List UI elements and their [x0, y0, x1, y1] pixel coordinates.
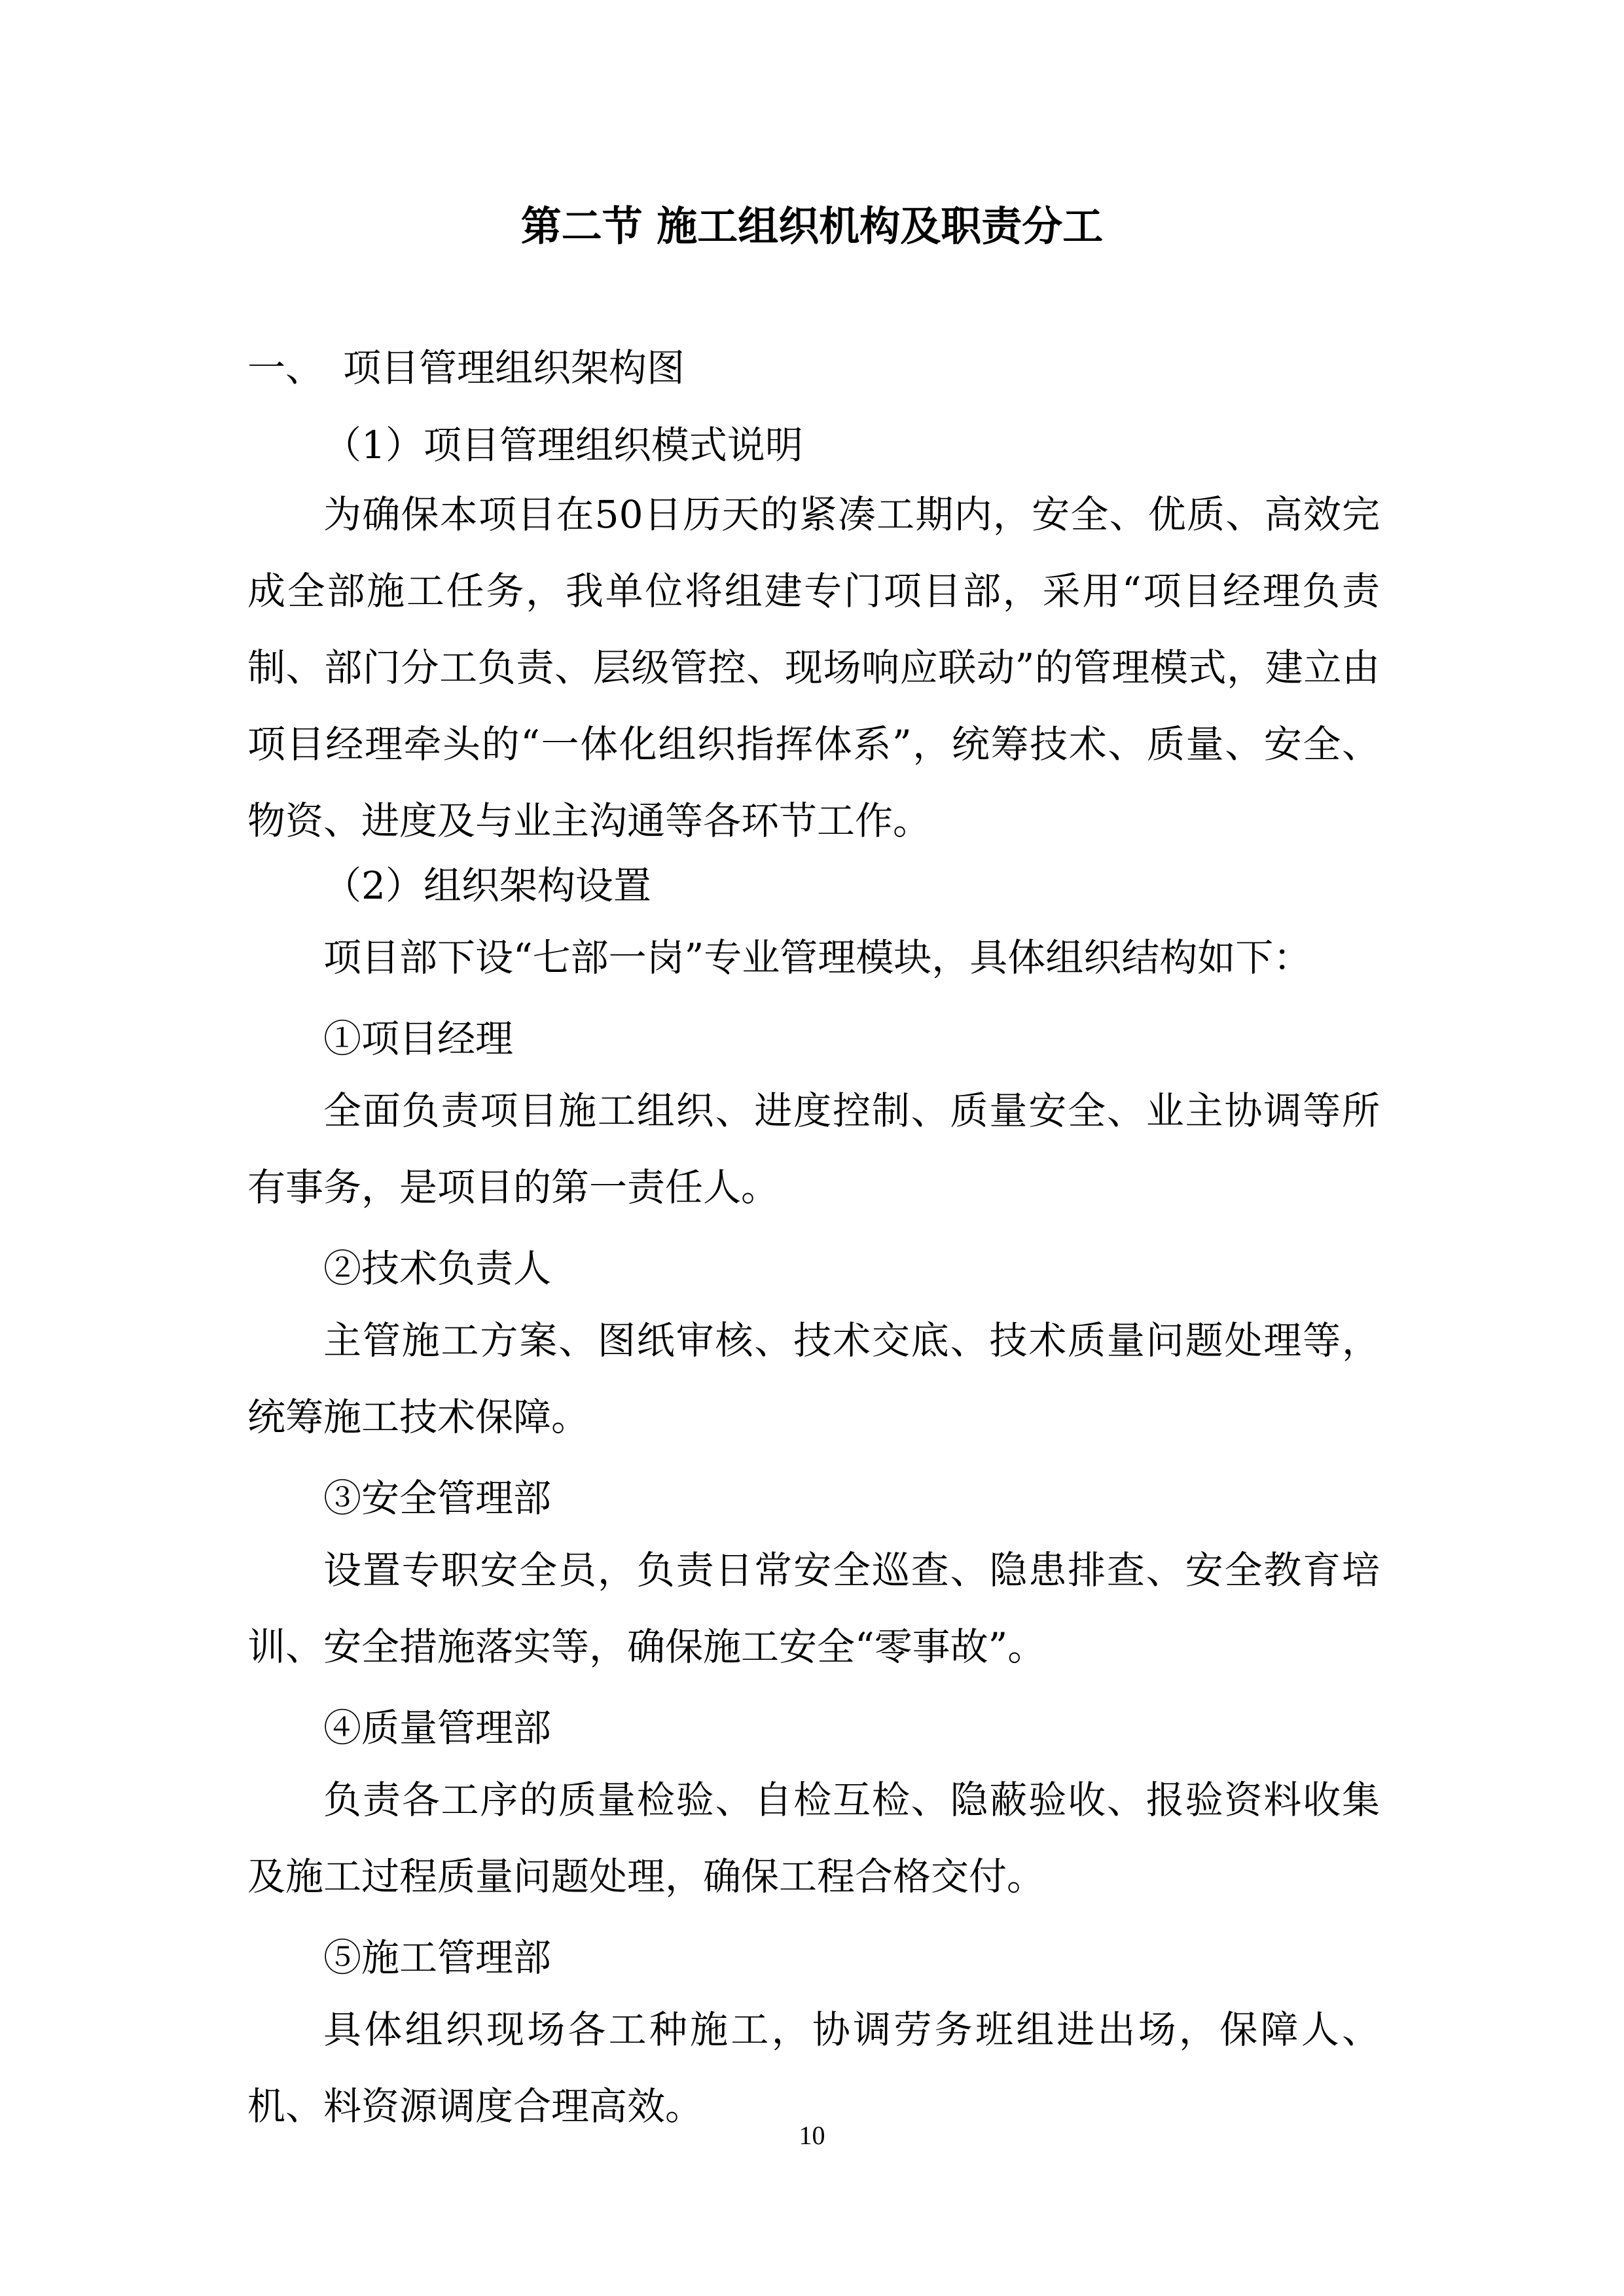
- role-desc-safety-dept: 设置专职安全员，负责日常安全巡查、隐患排查、安全教育培训、安全措施落实等，确保施工安全“零事故”。: [247, 1548, 1380, 1669]
- section-number: 一、: [247, 346, 324, 390]
- role-label-project-manager: ①项目经理: [323, 1016, 514, 1061]
- paragraph-org-structure: 项目部下设“七部一岗”专业管理模块，具体组织结构如下：: [323, 935, 1312, 980]
- page-title: 第二节 施工组织机构及职责分工: [520, 202, 1104, 250]
- role-label-construction-dept: ⑤施工管理部: [323, 1935, 552, 1980]
- role-desc-construction-dept: 具体组织现场各工种施工，协调劳务班组进出场，保障人、机、料资源调度合理高效。: [247, 2007, 1380, 2128]
- page-number: 10: [799, 2121, 825, 2150]
- subheading-org-mode: （1）项目管理组织模式说明: [323, 423, 803, 467]
- subheading-org-structure: （2）组织架构设置: [323, 863, 651, 908]
- role-desc-technical-lead: 主管施工方案、图纸审核、技术交底、技术质量问题处理等，统筹施工技术保障。: [247, 1318, 1380, 1439]
- role-label-quality-dept: ④质量管理部: [323, 1706, 552, 1750]
- paragraph-org-mode: 为确保本项目在50日历天的紧凑工期内，安全、优质、高效完成全部施工任务，我单位将组建专门项目部，采用“项目经理负责制、部门分工负责、层级管控、现场响应联动”的管理模式，建立由项目经理牵头的“一体化组织指挥体系”，统筹技术、质量、安全、物资、进度及与业主沟通等各环节工作。: [247, 492, 1380, 843]
- role-label-technical-lead: ②技术负责人: [323, 1246, 552, 1291]
- section-heading: 项目管理组织架构图: [343, 346, 685, 390]
- role-desc-project-manager: 全面负责项目施工组织、进度控制、质量安全、业主协调等所有事务，是项目的第一责任人。: [247, 1088, 1380, 1210]
- role-label-safety-dept: ③安全管理部: [323, 1476, 552, 1520]
- role-desc-quality-dept: 负责各工序的质量检验、自检互检、隐蔽验收、报验资料收集及施工过程质量问题处理，确保工程合格交付。: [247, 1778, 1380, 1899]
